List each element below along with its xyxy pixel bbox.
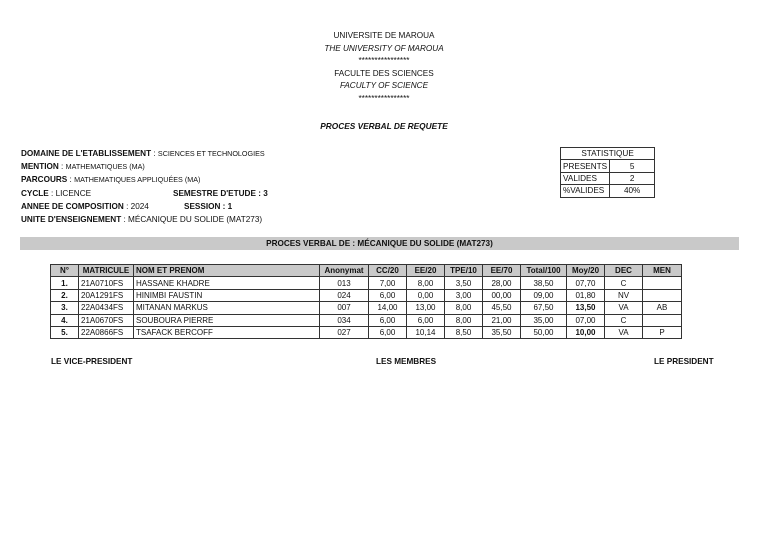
anonymat-cell: 034 — [320, 314, 369, 326]
total-cell: 38,50 — [521, 277, 567, 289]
mention-cell — [643, 277, 682, 289]
annee-value: 2024 — [130, 201, 149, 211]
stat-label: PRESENTS — [561, 160, 610, 172]
stat-label: %VALIDES — [561, 185, 610, 197]
domaine-label: DOMAINE DE L'ETABLISSEMENT — [21, 149, 152, 158]
column-header: MATRICULE — [79, 265, 134, 277]
ue-row: UNITE D'ENSEIGNEMENT : MÉCANIQUE DU SOLIDE (MAT273) — [21, 214, 263, 224]
annee-row: ANNEE DE COMPOSITION : 2024 SESSION : 1 — [21, 200, 265, 213]
section-band-title: PROCES VERBAL DE : MÉCANIQUE DU SOLIDE (MAT273) — [20, 237, 739, 250]
faculty-name-en: FACULTY OF SCIENCE — [339, 81, 429, 91]
matricule-cell: 21A0710FS — [79, 277, 134, 289]
parcours-row: PARCOURS : MATHEMATIQUES APPLIQUÉES (MA) — [21, 175, 201, 185]
stat-row — [561, 185, 655, 197]
column-header: DEC — [605, 265, 643, 277]
ee70-cell: 21,00 — [483, 314, 521, 326]
signature-vice-president: LE VICE-PRESIDENT — [51, 357, 133, 366]
anonymat-cell: 013 — [320, 277, 369, 289]
session-label: SESSION : 1 — [184, 201, 233, 211]
university-header — [0, 30, 768, 106]
ee70-cell: 28,00 — [483, 277, 521, 289]
student-name-cell: HINIMBI FAUSTIN — [134, 289, 320, 301]
table-row — [51, 289, 682, 301]
separator-stars: **************** — [358, 93, 410, 103]
moyenne-cell: 07,00 — [567, 314, 605, 326]
table-row — [51, 277, 682, 289]
decision-cell: C — [605, 314, 643, 326]
student-name-cell: HASSANE KHADRE — [134, 277, 320, 289]
ee70-cell: 45,50 — [483, 302, 521, 314]
student-name-cell: MITANAN MARKUS — [134, 302, 320, 314]
ee20-cell: 6,00 — [407, 314, 445, 326]
tpe-cell: 8,00 — [445, 302, 483, 314]
row-number: 3. — [51, 302, 79, 314]
cc-cell: 7,00 — [369, 277, 407, 289]
anonymat-cell: 024 — [320, 289, 369, 301]
cc-cell: 6,00 — [369, 289, 407, 301]
moyenne-cell: 13,50 — [567, 302, 605, 314]
cycle-row: CYCLE : LICENCE SEMESTRE D'ETUDE : 3 — [21, 187, 265, 200]
faculty-name-fr: FACULTE DES SCIENCES — [334, 68, 434, 78]
university-name-en: THE UNIVERSITY OF MAROUA — [324, 43, 444, 53]
ee70-cell: 00,00 — [483, 289, 521, 301]
ee20-cell: 0,00 — [407, 289, 445, 301]
cycle-value: LICENCE — [55, 188, 92, 198]
statistics-title: STATISTIQUE — [561, 148, 655, 160]
mention-cell: AB — [643, 302, 682, 314]
row-number: 4. — [51, 314, 79, 326]
matricule-cell: 22A0866FS — [79, 326, 134, 338]
signature-president: LE PRESIDENT — [654, 357, 714, 366]
column-header: N° — [51, 265, 79, 277]
row-number: 5. — [51, 326, 79, 338]
table-header-row — [51, 265, 682, 277]
table-row — [51, 314, 682, 326]
cc-cell: 6,00 — [369, 314, 407, 326]
domaine-row: DOMAINE DE L'ETABLISSEMENT : SCIENCES ET TECHNOLOGIES — [21, 149, 265, 158]
row-number: 1. — [51, 277, 79, 289]
student-name-cell: TSAFACK BERCOFF — [134, 326, 320, 338]
row-number: 2. — [51, 289, 79, 301]
mention-label: MENTION — [21, 162, 59, 172]
ee20-cell: 8,00 — [407, 277, 445, 289]
ue-value: MÉCANIQUE DU SOLIDE (MAT273) — [128, 214, 263, 224]
parcours-label: PARCOURS — [21, 175, 68, 185]
column-header: EE/70 — [483, 265, 521, 277]
moyenne-cell: 10,00 — [567, 326, 605, 338]
parcours-value: MATHEMATIQUES APPLIQUÉES (MA) — [74, 175, 201, 185]
anonymat-cell: 027 — [320, 326, 369, 338]
cc-cell: 6,00 — [369, 326, 407, 338]
ee20-cell: 10,14 — [407, 326, 445, 338]
mention-cell — [643, 289, 682, 301]
stat-row — [561, 172, 655, 184]
stat-value: 2 — [610, 172, 655, 184]
student-name-cell: SOUBOURA PIERRE — [134, 314, 320, 326]
stat-row — [561, 160, 655, 172]
matricule-cell: 22A0434FS — [79, 302, 134, 314]
stat-value: 5 — [610, 160, 655, 172]
stat-label: VALIDES — [561, 172, 610, 184]
column-header: MEN — [643, 265, 682, 277]
document-title: PROCES VERBAL DE REQUETE — [320, 121, 448, 131]
total-cell: 50,00 — [521, 326, 567, 338]
university-name-fr: UNIVERSITE DE MAROUA — [333, 31, 435, 40]
separator-stars: **************** — [358, 56, 410, 66]
total-cell: 35,00 — [521, 314, 567, 326]
anonymat-cell: 007 — [320, 302, 369, 314]
total-cell: 67,50 — [521, 302, 567, 314]
tpe-cell: 8,50 — [445, 326, 483, 338]
ee70-cell: 35,50 — [483, 326, 521, 338]
column-header: TPE/10 — [445, 265, 483, 277]
grades-table — [50, 264, 682, 339]
table-row — [51, 302, 682, 314]
decision-cell: VA — [605, 326, 643, 338]
mention-cell — [643, 314, 682, 326]
column-header: CC/20 — [369, 265, 407, 277]
table-row — [51, 326, 682, 338]
mention-cell: P — [643, 326, 682, 338]
statistics-table — [560, 147, 655, 198]
stat-value: 40% — [610, 185, 655, 197]
column-header: Moy/20 — [567, 265, 605, 277]
decision-cell: VA — [605, 302, 643, 314]
ue-label: UNITE D'ENSEIGNEMENT — [21, 214, 122, 224]
semestre-label: SEMESTRE D'ETUDE : 3 — [173, 188, 268, 198]
total-cell: 09,00 — [521, 289, 567, 301]
matricule-cell: 20A1291FS — [79, 289, 134, 301]
annee-label: ANNEE DE COMPOSITION — [21, 201, 124, 211]
mention-row: MENTION : MATHEMATIQUES (MA) — [21, 162, 145, 172]
tpe-cell: 3,00 — [445, 289, 483, 301]
column-header: EE/20 — [407, 265, 445, 277]
matricule-cell: 21A0670FS — [79, 314, 134, 326]
ee20-cell: 13,00 — [407, 302, 445, 314]
moyenne-cell: 01,80 — [567, 289, 605, 301]
course-info — [21, 147, 268, 226]
tpe-cell: 8,00 — [445, 314, 483, 326]
column-header: Anonymat — [320, 265, 369, 277]
column-header: NOM ET PRENOM — [134, 265, 320, 277]
tpe-cell: 3,50 — [445, 277, 483, 289]
cc-cell: 14,00 — [369, 302, 407, 314]
cycle-label: CYCLE — [21, 188, 49, 198]
decision-cell: NV — [605, 289, 643, 301]
mention-value: MATHEMATIQUES (MA) — [65, 162, 145, 172]
moyenne-cell: 07,70 — [567, 277, 605, 289]
domaine-value: SCIENCES ET TECHNOLOGIES — [157, 149, 265, 158]
signature-members: LES MEMBRES — [376, 357, 437, 366]
decision-cell: C — [605, 277, 643, 289]
column-header: Total/100 — [521, 265, 567, 277]
